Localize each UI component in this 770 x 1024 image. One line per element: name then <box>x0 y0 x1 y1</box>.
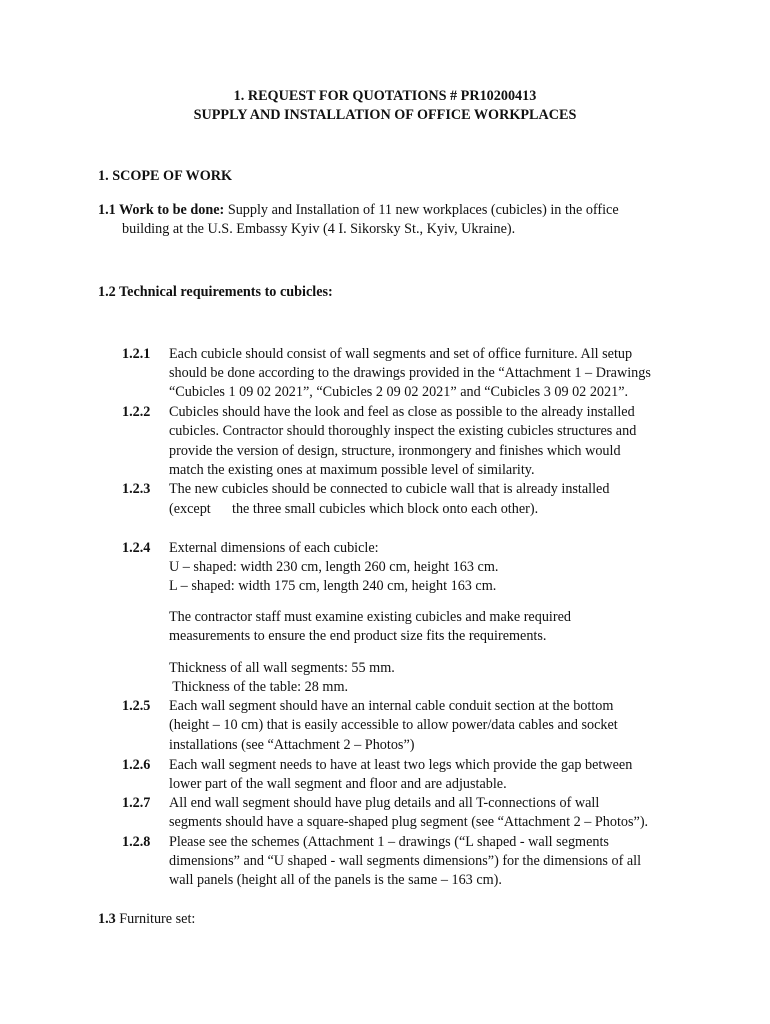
item-1-2-8-line: dimensions” and “U shaped - wall segments dimensions”) for the dimensions of all <box>169 853 642 869</box>
item-1-2-heading: 1.2 Technical requirements to cubicles: <box>98 284 333 300</box>
item-1-2-2-line: Cubicles should have the look and feel as close as possible to the already installed <box>169 404 635 420</box>
item-1-2-3-line: The new cubicles should be connected to cubicle wall that is already installed <box>169 481 610 497</box>
item-1-2-4-line: L – shaped: width 175 cm, length 240 cm, height 163 cm. <box>169 578 497 594</box>
item-number-1-2-5: 1.2.5 <box>122 698 151 714</box>
item-1-2-8-line: wall panels (height all of the panels is the same – 163 cm). <box>169 872 502 888</box>
item-1-2-7-line: segments should have a square-shaped plug segment (see “Attachment 2 – Photos”). <box>169 814 649 830</box>
item-number-1-2-1: 1.2.1 <box>122 346 151 362</box>
item-1-2-7-line: All end wall segment should have plug details and all T-connections of wall <box>169 795 600 811</box>
thickness-line: Thickness of the table: 28 mm. <box>169 679 349 695</box>
item-1-1 <box>98 201 619 220</box>
item-1-2-5-line: (height – 10 cm) that is easily accessible to allow power/data cables and socket <box>169 717 618 733</box>
item-1-3-label: 1.3 <box>98 911 116 927</box>
item-1-2-5-line: installations (see “Attachment 2 – Photos”) <box>169 737 415 753</box>
item-1-2-5-line: Each wall segment should have an internal cable conduit section at the bottom <box>169 698 614 714</box>
contractor-note-line: The contractor staff must examine existing cubicles and make required <box>169 609 571 625</box>
item-number-1-2-6: 1.2.6 <box>122 757 151 773</box>
item-1-1-text-line2: building at the U.S. Embassy Kyiv (4 I. Sikorsky St., Kyiv, Ukraine). <box>122 221 516 237</box>
item-1-2-1-line: Each cubicle should consist of wall segments and set of office furniture. All setup <box>169 346 633 362</box>
item-1-2-4-line: External dimensions of each cubicle: <box>169 540 379 556</box>
item-1-2-2-line: cubicles. Contractor should thoroughly inspect the existing cubicles structures and <box>169 423 637 439</box>
section-heading-scope-of-work: 1. SCOPE OF WORK <box>98 168 233 184</box>
item-number-1-2-3: 1.2.3 <box>122 481 151 497</box>
item-1-1-label: 1.1 Work to be done: <box>98 202 225 218</box>
item-1-3-text: Furniture set: <box>115 911 196 927</box>
item-1-2-3-line: (except the three small cubicles which block onto each other). <box>169 501 539 517</box>
item-1-2-8-line: Please see the schemes (Attachment 1 – drawings (“L shaped - wall segments <box>169 834 609 850</box>
item-1-2-1-line: should be done according to the drawings provided in the “Attachment 1 – Drawings <box>169 365 651 381</box>
item-1-2-2-line: match the existing ones at maximum possible level of similarity. <box>169 462 535 478</box>
document-title-line1: 1. REQUEST FOR QUOTATIONS # PR10200413 <box>233 88 537 104</box>
contractor-note-line: measurements to ensure the end product size fits the requirements. <box>169 628 547 644</box>
document-title-line2: SUPPLY AND INSTALLATION OF OFFICE WORKPLACES <box>193 107 577 123</box>
item-1-2-1-line: “Cubicles 1 09 02 2021”, “Cubicles 2 09 02 2021” and “Cubicles 3 09 02 2021”. <box>169 384 629 400</box>
item-number-1-2-2: 1.2.2 <box>122 404 151 420</box>
item-1-2-6-line: Each wall segment needs to have at least two legs which provide the gap between <box>169 757 633 773</box>
item-1-2-2-line: provide the version of design, structure, ironmongery and finishes which would <box>169 443 621 459</box>
item-number-1-2-4: 1.2.4 <box>122 540 151 556</box>
item-1-2-4-line: U – shaped: width 230 cm, length 260 cm, height 163 cm. <box>169 559 499 575</box>
item-number-1-2-7: 1.2.7 <box>122 795 151 811</box>
item-1-2-6-line: lower part of the wall segment and floor and are adjustable. <box>169 776 507 792</box>
item-1-3 <box>98 910 195 929</box>
item-number-1-2-8: 1.2.8 <box>122 834 151 850</box>
item-1-1-text: Supply and Installation of 11 new workplaces (cubicles) in the office <box>224 202 619 218</box>
thickness-line: Thickness of all wall segments: 55 mm. <box>169 660 395 676</box>
